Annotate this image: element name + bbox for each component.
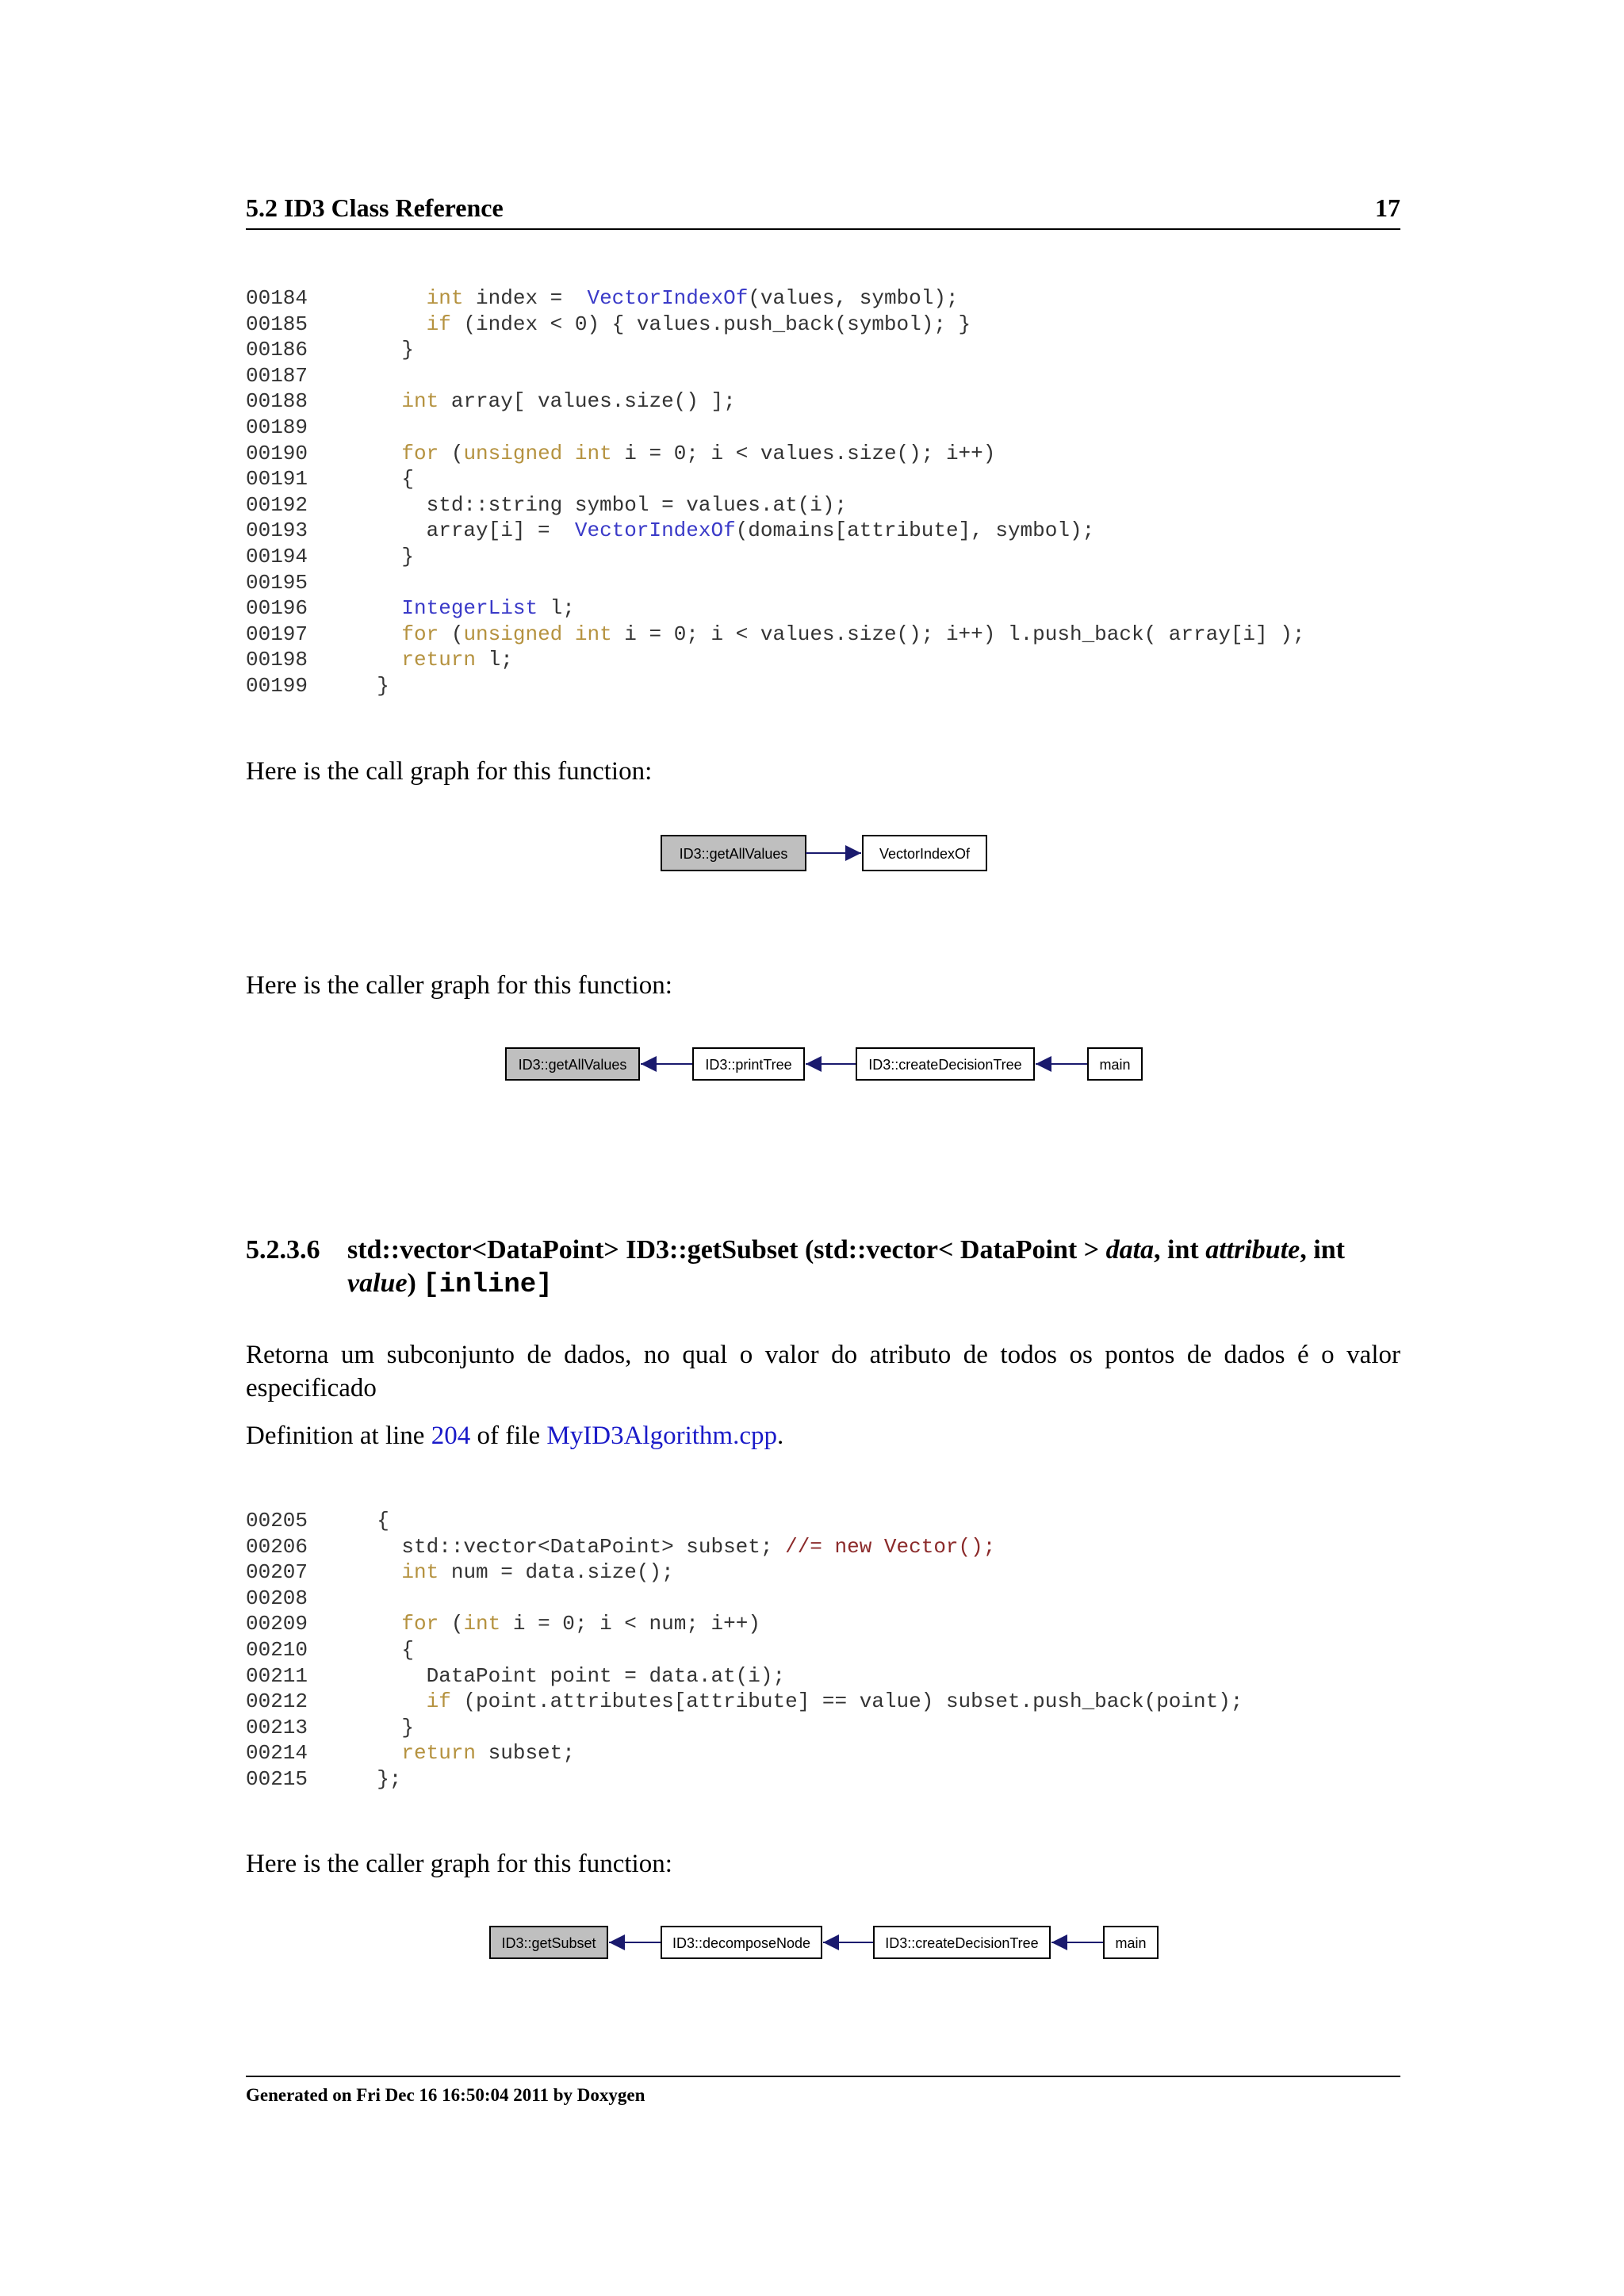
code-token: }: [352, 1715, 415, 1739]
caller-graph2-node-current[interactable]: [490, 1927, 607, 1958]
line-number: 00191: [246, 467, 308, 492]
code-token: int: [463, 1612, 501, 1636]
call-graph-node-vectorindexof[interactable]: [863, 836, 986, 871]
code-token: num = data.size();: [439, 1560, 674, 1585]
code-token: unsigned int: [463, 441, 612, 465]
code-line: [246, 1766, 1243, 1793]
node-label: ID3::createDecisionTree: [885, 1935, 1039, 1951]
code-token: {: [352, 1637, 415, 1662]
line-number: 00195: [246, 570, 308, 595]
section-number: 5.2.3.6: [246, 1235, 320, 1265]
code-token: (values, symbol);: [748, 286, 959, 310]
code-line: [246, 1586, 1243, 1612]
code-token: };: [352, 1766, 402, 1791]
code-token: [352, 1612, 401, 1636]
param-attribute: attribute: [1205, 1235, 1300, 1265]
code-token: int: [426, 286, 464, 310]
code-line: [246, 1740, 1243, 1766]
code-token: unsigned int: [463, 622, 612, 646]
code-line: [246, 1715, 1243, 1741]
line-number: 00215: [246, 1766, 308, 1791]
node-label: ID3::createDecisionTree: [868, 1057, 1022, 1073]
code-line: [246, 1611, 1243, 1637]
node-label: ID3::printTree: [705, 1057, 792, 1073]
code-token: index =: [463, 286, 588, 310]
line-number: 00205: [246, 1509, 308, 1533]
code-token: std::vector<DataPoint> subset;: [352, 1534, 786, 1559]
caller-graph1-node-main[interactable]: [1088, 1048, 1142, 1080]
caller-graph2-node-main[interactable]: [1104, 1927, 1158, 1958]
line-number: 00184: [246, 286, 308, 310]
line-number: 00211: [246, 1663, 308, 1688]
param-value: value: [347, 1269, 408, 1298]
node-label: ID3::decomposeNode: [672, 1935, 811, 1951]
code-token: if: [426, 312, 451, 336]
code-token: {: [352, 1509, 389, 1533]
line-number: 00213: [246, 1715, 308, 1739]
code-token: array[i] =: [352, 519, 575, 543]
code-token: [352, 1560, 401, 1584]
call-graph-node-current[interactable]: [661, 836, 806, 871]
code-token: return: [401, 648, 477, 672]
inline-tag: [inline]: [423, 1270, 553, 1300]
node-label: VectorIndexOf: [879, 846, 971, 862]
code-token: for: [401, 622, 439, 646]
line-number: 00187: [246, 363, 308, 388]
code-token: VectorIndexOf: [587, 286, 749, 310]
line-number: 00210: [246, 1637, 308, 1662]
code-line: [246, 1663, 1243, 1689]
node-label: main: [1099, 1057, 1131, 1073]
code-token: array[ values.size() ];: [439, 389, 736, 414]
code-line: [246, 1637, 1243, 1663]
code-token: IntegerList: [401, 596, 538, 621]
line-number: 00190: [246, 441, 308, 465]
line-link[interactable]: 204: [431, 1422, 471, 1450]
file-link[interactable]: MyID3Algorithm.cpp: [546, 1422, 777, 1450]
code-token: }: [352, 544, 415, 568]
footer-rule: [246, 2076, 1400, 2077]
line-number: 00214: [246, 1741, 308, 1766]
footer-text: Generated on Fri Dec 16 16:50:04 2011 by Doxygen: [246, 2085, 645, 2105]
code-token: (: [439, 441, 464, 465]
caller-graph1-caption: Here is the caller graph for this function:: [246, 971, 672, 1000]
line-number: 00206: [246, 1534, 308, 1559]
code-token: for: [401, 1612, 439, 1636]
line-number: 00198: [246, 648, 308, 672]
node-label: ID3::getAllValues: [679, 846, 788, 862]
code-token: }: [352, 338, 415, 362]
caller-graph1-node-printtree[interactable]: [693, 1048, 804, 1080]
code-token: [352, 1741, 401, 1765]
code-token: return: [401, 1741, 477, 1766]
caller-graph2-node-createdecisiontree[interactable]: [874, 1927, 1050, 1958]
caller-graph2-node-decomposenode[interactable]: [661, 1927, 822, 1958]
line-number: 00188: [246, 389, 308, 414]
code-token: i = 0; i < values.size(); i++): [611, 441, 996, 465]
definition-line: Definition at line 204 of file MyID3Algorithm.cpp.: [246, 1422, 784, 1450]
node-label: main: [1115, 1935, 1147, 1951]
function-signature: std::vector<DataPoint> ID3::getSubset (std::vector< DataPoint > data, int attribute, int value) [inline]: [347, 1235, 1345, 1300]
code-token: (index < 0) { values.push_back(symbol); }: [450, 312, 971, 336]
line-number: 00209: [246, 1612, 308, 1636]
code-token: subset;: [476, 1741, 575, 1766]
code-token: (: [439, 622, 464, 646]
caller-graph1-node-createdecisiontree[interactable]: [856, 1048, 1034, 1080]
code-token: int: [401, 389, 439, 414]
code-token: VectorIndexOf: [574, 519, 736, 543]
running-header-title: 5.2 ID3 Class Reference: [246, 193, 504, 222]
code-token: [352, 1689, 427, 1713]
code-line: [246, 1508, 1243, 1534]
page-number: 17: [1375, 193, 1400, 222]
code-token: (point.attributes[attribute] == value) subset.push_back(point);: [450, 1689, 1243, 1714]
code-token: DataPoint point = data.at(i);: [352, 1663, 786, 1688]
param-data: data: [1105, 1235, 1155, 1265]
line-number: 00192: [246, 492, 308, 517]
line-number: 00208: [246, 1586, 308, 1610]
code-token: i = 0; i < num; i++): [500, 1612, 760, 1636]
code-token: l;: [538, 596, 575, 621]
line-number: 00186: [246, 338, 308, 362]
node-label: ID3::getSubset: [501, 1935, 596, 1951]
call-graph-caption: Here is the call graph for this function:: [246, 757, 653, 786]
line-number: 00199: [246, 673, 308, 698]
code-token: (domains[attribute], symbol);: [735, 519, 1095, 543]
line-number: 00212: [246, 1689, 308, 1714]
code-line: [246, 1534, 1243, 1560]
code-token: i = 0; i < values.size(); i++) l.push_back( array[i] );: [611, 622, 1305, 646]
caller-graph1-node-current[interactable]: [506, 1048, 639, 1080]
function-description: Retorna um subconjunto de dados, no qual o valor do atributo de todos os pontos de dados é o valor especificado: [246, 1341, 1400, 1402]
code-token: }: [352, 673, 389, 698]
line-number: 00207: [246, 1560, 308, 1585]
line-number: 00197: [246, 622, 308, 646]
line-number: 00196: [246, 596, 308, 621]
line-number: 00185: [246, 312, 308, 336]
code-token: l;: [476, 648, 513, 672]
code-line: [246, 1689, 1243, 1715]
code-token: (: [439, 1612, 464, 1636]
line-number: 00193: [246, 519, 308, 543]
caller-graph2-caption: Here is the caller graph for this function:: [246, 1850, 672, 1878]
code-token: std::string symbol = values.at(i);: [352, 492, 848, 517]
line-number: 00189: [246, 415, 308, 439]
code-token: int: [401, 1560, 439, 1585]
code-token: for: [401, 441, 439, 465]
code-token: if: [426, 1689, 451, 1714]
line-number: 00194: [246, 544, 308, 568]
code-token: {: [352, 467, 415, 492]
code-line: [246, 1559, 1243, 1586]
node-label: ID3::getAllValues: [518, 1057, 627, 1073]
code-listing-getsubset: [246, 1508, 1243, 1793]
code-token: //= new Vector();: [785, 1534, 996, 1559]
